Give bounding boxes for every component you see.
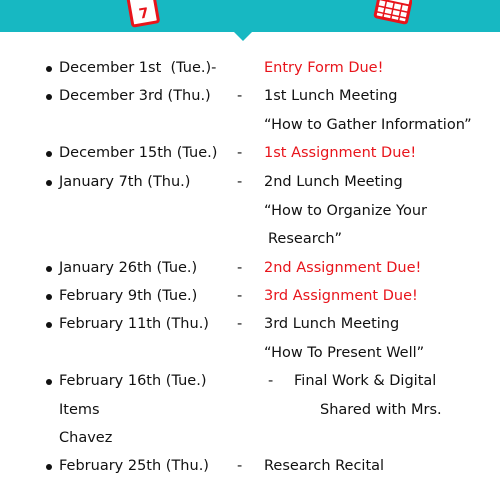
event-text: Research Recital: [264, 458, 385, 474]
schedule-dash: -: [237, 316, 243, 332]
bullet-point: [46, 464, 52, 470]
event-text: “How To Present Well”: [264, 344, 425, 361]
event-text: Shared with Mrs.: [320, 401, 442, 418]
schedule-date: February 11th (Thu.): [59, 316, 209, 332]
schedule-date: January 26th (Tue.): [59, 260, 198, 276]
schedule-date: February 9th (Tue.): [59, 288, 198, 304]
event-text: “How to Gather Information”: [264, 116, 472, 133]
bullet-point: [46, 322, 52, 328]
event-text: Final Work & Digital: [294, 373, 437, 389]
banner-pointer: [234, 32, 252, 41]
event-text: 2nd Lunch Meeting: [264, 174, 403, 190]
schedule-dash: -: [237, 260, 243, 276]
calendar-day-number: 7: [137, 5, 151, 23]
calendar-grid-icon: [372, 0, 412, 26]
schedule-dash: -: [237, 174, 243, 190]
schedule-dash: -: [237, 288, 243, 304]
deadline-text: 2nd Assignment Due!: [264, 260, 422, 276]
schedule-dash: -: [237, 88, 243, 104]
schedule-date-continued: Chavez: [59, 430, 113, 446]
schedule-date: February 16th (Tue.): [59, 373, 207, 389]
bullet-point: [46, 94, 52, 100]
calendar-page-7-icon: [125, 0, 163, 28]
schedule-dash: -: [237, 458, 243, 474]
schedule-date: February 25th (Thu.): [59, 458, 209, 474]
deadline-text: 3rd Assignment Due!: [264, 288, 418, 304]
schedule-dash: -: [268, 373, 274, 389]
bullet-point: [46, 66, 52, 72]
deadline-text: 1st Assignment Due!: [264, 145, 417, 161]
schedule-date: December 3rd (Thu.): [59, 88, 211, 104]
deadline-text: Entry Form Due!: [264, 60, 384, 76]
header-banner: [0, 0, 500, 32]
bullet-point: [46, 180, 52, 186]
bullet-point: [46, 266, 52, 272]
event-text: 1st Lunch Meeting: [264, 88, 398, 104]
bullet-point: [46, 151, 52, 157]
schedule-date: December 15th (Tue.): [59, 145, 218, 161]
bullet-point: [46, 379, 52, 385]
event-text: “How to Organize Your: [264, 202, 427, 219]
schedule-date-continued: Items: [59, 401, 100, 418]
event-text: Research”: [268, 231, 343, 247]
schedule-date: January 7th (Thu.): [59, 174, 191, 190]
bullet-point: [46, 294, 52, 300]
event-text: 3rd Lunch Meeting: [264, 316, 400, 332]
schedule-date: December 1st (Tue.)-: [59, 60, 217, 76]
schedule-dash: -: [237, 145, 243, 161]
